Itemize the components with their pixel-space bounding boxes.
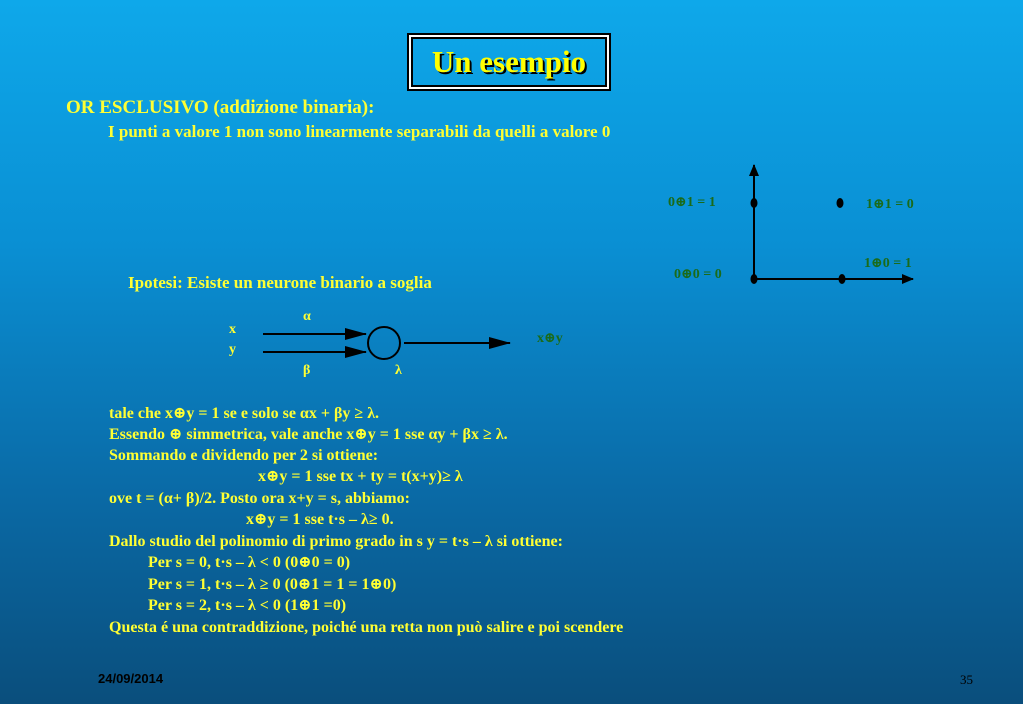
point-11: [837, 198, 844, 208]
neuron-output: x⊕y: [537, 331, 563, 346]
text-line-3: Sommando e dividendo per 2 si ottiene:: [109, 447, 379, 464]
text-line-4: x⊕y = 1 sse tx + ty = t(x+y)≥ λ: [258, 468, 463, 485]
subheading: I punti a valore 1 non sono linearmente separabili da quelli a valore 0: [108, 122, 611, 141]
slide-title: Un esempio: [431, 44, 587, 79]
point-01: [751, 198, 758, 208]
text-line-7: Dallo studio del polinomio di primo grado in s y = t·s – λ si ottiene:: [109, 533, 563, 550]
page-number: 35: [960, 672, 973, 687]
label-point-10: 1⊕0 = 1: [864, 256, 912, 271]
footer-date: 24/09/2014: [98, 671, 164, 686]
label-point-00: 0⊕0 = 0: [674, 267, 722, 282]
text-line-5: ove t = (α+ β)/2. Posto ora x+y = s, abbiamo:: [109, 490, 410, 507]
text-line-6: x⊕y = 1 sse t·s – λ≥ 0.: [246, 511, 394, 528]
neuron-input-y: y: [229, 342, 236, 357]
text-line-2: Essendo ⊕ simmetrica, vale anche x⊕y = 1 sse αy + βx ≥ λ.: [109, 426, 508, 443]
neuron-threshold: λ: [395, 363, 402, 378]
text-line-10: Per s = 2, t·s – λ < 0 (1⊕1 =0): [148, 597, 347, 614]
hypothesis: Ipotesi: Esiste un neurone binario a soglia: [128, 273, 432, 292]
text-line-8: Per s = 0, t·s – λ < 0 (0⊕0 = 0): [148, 554, 351, 571]
neuron-node: [368, 327, 400, 359]
neuron-input-x: x: [229, 322, 236, 337]
text-line-11: Questa é una contraddizione, poiché una retta non può salire e poi scendere: [109, 619, 624, 636]
point-00: [751, 274, 758, 284]
neuron-weight-beta: β: [303, 363, 311, 378]
neuron-weight-alpha: α: [303, 309, 311, 324]
heading: OR ESCLUSIVO (addizione binaria):: [66, 97, 375, 118]
label-point-01: 0⊕1 = 1: [668, 195, 716, 210]
label-point-11: 1⊕1 = 0: [866, 197, 914, 212]
text-line-1: tale che x⊕y = 1 se e solo se αx + βy ≥ λ.: [109, 405, 380, 422]
point-10: [839, 274, 846, 284]
text-line-9: Per s = 1, t·s – λ ≥ 0 (0⊕1 = 1 = 1⊕0): [148, 576, 397, 593]
